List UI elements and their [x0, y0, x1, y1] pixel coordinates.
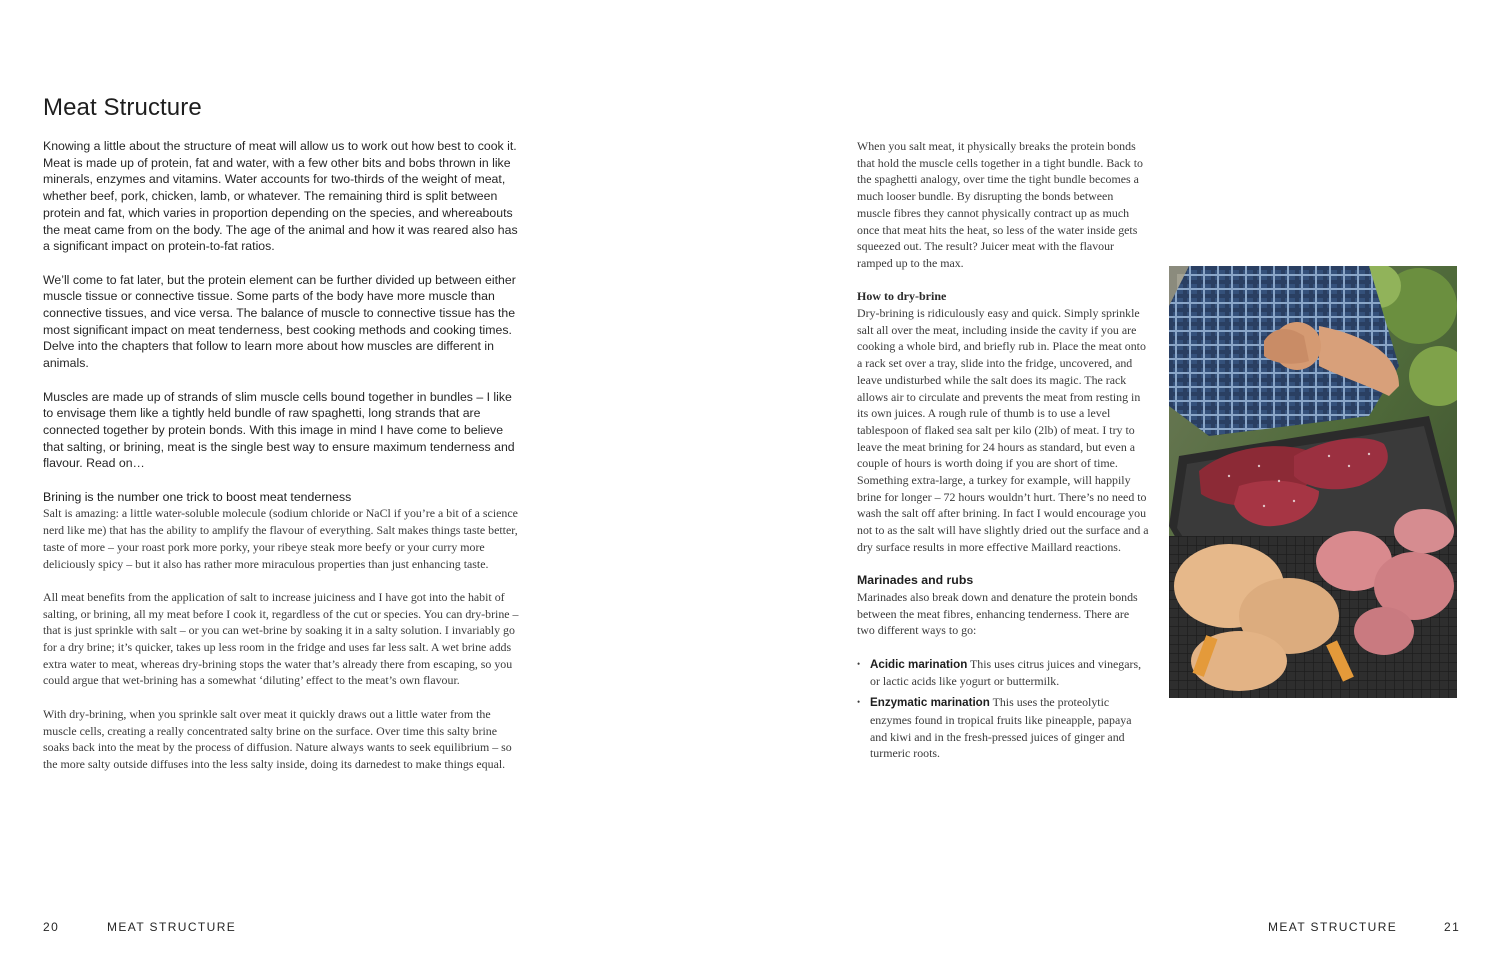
brining-heading: Brining is the number one trick to boost meat tenderness [43, 489, 352, 504]
page-number-left: 20 [43, 920, 60, 934]
body-paragraph: All meat benefits from the application of salt to increase juiciness and I have got into the habit of salting, or brining, all my meat before I cook it, regardless of the cut or species. You can dry-brine – that is just sprinkle with salt – or you can wet-brine by soaking it in a salty solution. I invariably go for a dry brine; it’s quicker, takes up less room in the fridge and uses far less salt. A wet brine adds extra water to meat, whereas dry-brining stops the water that’s already there from escaping, so you could argue that wet-brining has a somewhat ‘diluting’ effect to the meat’s own flavour. [43, 589, 519, 688]
list-item-term: Enzymatic marination [870, 696, 990, 710]
list-item-text: This uses the proteolytic enzymes found in tropical fruits like pineapple, papaya and kiwi and in the fresh-pressed juices of ginger and turmeric roots. [870, 695, 1132, 761]
list-item [857, 694, 1149, 762]
list-item-text: This uses citrus juices and vinegars, or lactic acids like yogurt or buttermilk. [870, 656, 1142, 689]
bullet-icon: • [857, 697, 861, 708]
running-head-left: MEAT STRUCTURE [107, 920, 237, 934]
body-paragraph: When you salt meat, it physically breaks the protein bonds that hold the muscle cells together in a tight bundle. Back to the spaghetti analogy, over time the tight bundle becomes a much looser bundle. By disrupting the bonds between muscle fibres they cannot physically contract up as much once that meat hits the heat, so less of the water inside gets squeezed out. The result? Juicer meat with the flavour ramped up to the max. [857, 139, 1143, 270]
body-paragraph: With dry-brining, when you sprinkle salt over meat it quickly draws out a little water from the muscle cells, creating a really concentrated salty brine on the surface. Over time this salty brine soaks back into the meat by the process of diffusion. Nature always wants to seek equilibrium – so the more salty outside diffuses into the less salty inside, doing its darnedest to make things equal. [43, 706, 512, 771]
body-paragraph: Marinades also break down and denature the protein bonds between the meat fibres, enhancing tenderness. There are two different ways to go: [857, 589, 1138, 638]
body-paragraph: Salt is amazing: a little water-soluble molecule (sodium chloride or NaCl if you’re a bit of a science nerd like me) that has the ability to amplify the flavour of everything. Salt makes things taste better, taste of more – your roast pork more porky, your ribeye steak more beefy or your curry more deliciously spicy – but it also has rather more miraculous properties than just enhancing taste. [43, 506, 518, 571]
left-column [43, 138, 521, 773]
marinades-heading: Marinades and rubs [857, 573, 974, 588]
intro-paragraph: We’ll come to fat later, but the protein element can be further divided up between either muscle tissue or connective tissue. Some parts of the body have more muscle than connective tissues, and vice versa. The balance of muscle to connective tissue has the most significant impact on meat tenderness, best cooking methods and cooking times. Delve into the chapters that follow to learn more about how muscles are different in animals. [43, 272, 516, 371]
right-column [857, 138, 1149, 766]
body-paragraph: Dry-brining is ridiculously easy and quick. Simply sprinkle salt all over the meat, including inside the cavity if you are cooking a whole bird, and briefly rub in. Place the meat onto a rack set over a tray, slide into the fridge, uncovered, and leave undisturbed while the salt does its magic. The rack allows air to circulate and prevents the meat from resting in its own juices. A rough rule of thumb is to use a level tablespoon of flaked sea salt per kilo (2lb) of meat. I try to leave the meat brining for 24 hours as standard, but even a couple of hours is worth doing if you are short of time. Something extra-large, a turkey for example, will happily brine for longer – 72 hours wouldn’t hurt. There’s no need to wash the salt off after brining. In fact I would encourage you not to as the salt will have slightly dried out the surface and a dry surface results in more effective Maillard reactions. [857, 306, 1149, 554]
bullet-icon: • [857, 658, 861, 669]
intro-paragraph: Muscles are made up of strands of slim muscle cells bound together in bundles – I like to envisage them like a tightly held bundle of raw spaghetti, long strands that are connected together by protein bonds. With this image in mind I have come to believe that salting, or brining, meat is the single best way to ensure maximum tenderness and flavour. Read on… [43, 389, 515, 471]
page-number-right: 21 [1444, 920, 1461, 934]
list-item [857, 656, 1149, 690]
meat-grill-photo-icon [1169, 266, 1457, 698]
marination-list [857, 656, 1149, 762]
page-title: Meat Structure [43, 94, 202, 121]
intro-paragraph: Knowing a little about the structure of meat will allow us to work out how best to cook it. Meat is made up of protein, fat and water, with a few other bits and bobs thrown in like minerals, enzymes and vitamins. Water accounts for two-thirds of the weight of meat, whether beef, pork, chicken, lamb, or whatever. The remaining third is split between protein and fat, which varies in proportion depending on the species, and whereabouts the meat came from on the body. The age of the animal and how it was reared also has a significant impact on protein-to-fat ratios. [43, 139, 518, 254]
running-head-right: MEAT STRUCTURE [1268, 920, 1398, 934]
dry-brine-heading: How to dry-brine [857, 289, 947, 304]
list-item-term: Acidic marination [870, 657, 968, 671]
